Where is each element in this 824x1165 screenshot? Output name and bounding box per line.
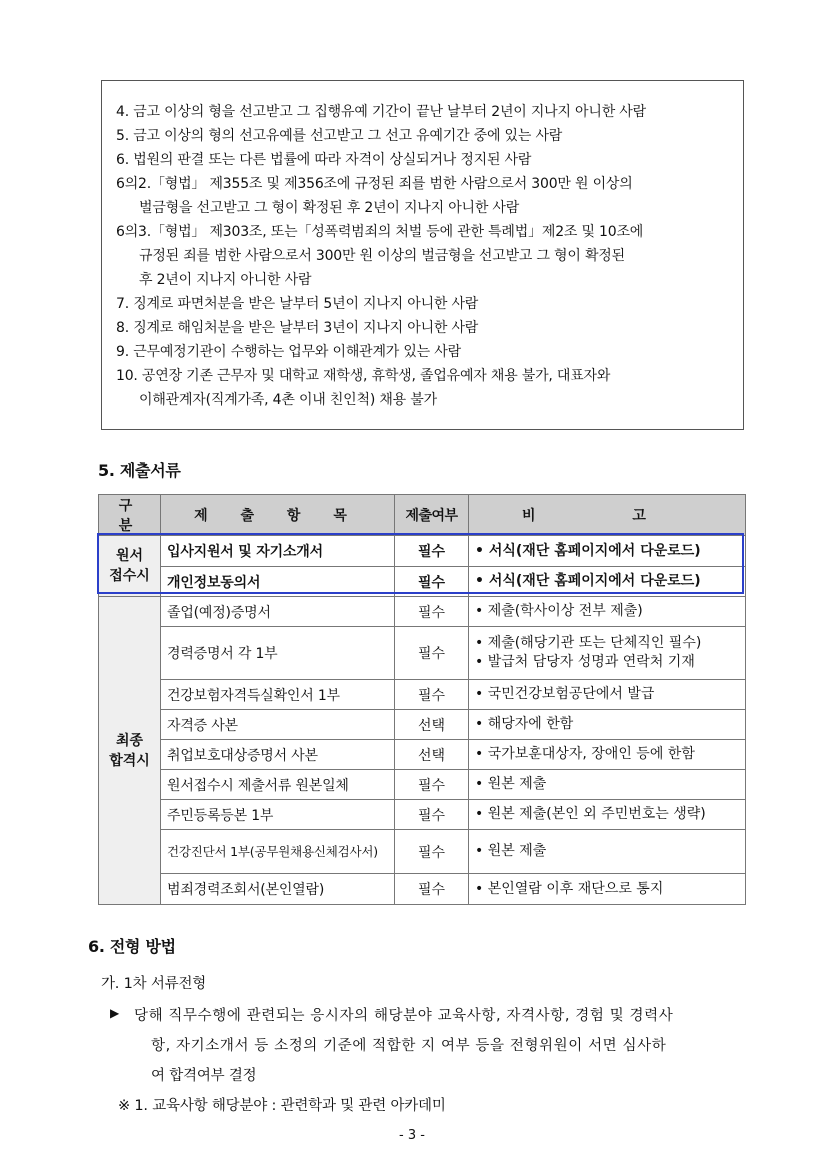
required-cell: 필수 (395, 770, 469, 800)
disqualification-line: 9. 근무예정기관이 수행하는 업무와 이해관계가 있는 사람 (116, 344, 461, 360)
documents-table (98, 494, 746, 905)
table-row (99, 597, 746, 627)
item-cell: 원서접수시 제출서류 원본일체 (161, 770, 395, 800)
disqualification-line: 후 2년이 지나지 아니한 사람 (139, 272, 312, 288)
required-cell: 선택 (395, 740, 469, 770)
disqualification-line: 10. 공연장 기존 근무자 및 대학교 재학생, 휴학생, 졸업유예자 채용 불가, 대표자와 (116, 368, 611, 384)
disqualification-line: 6의3.「형법」 제303조, 또는「성폭력범죄의 처벌 등에 관한 특례법」제2조 및 10조에 (116, 224, 644, 240)
note-text: • 국가보훈대상자, 장애인 등에 한함 (475, 746, 695, 762)
triangle-bullet-icon: ▶ (110, 1006, 120, 1020)
education-note: ※ 1. 교육사항 해당분야 : 관련학과 및 관련 아카데미 (118, 1098, 446, 1114)
item-cell: 경력증명서 각 1부 (161, 627, 395, 680)
table-row (99, 800, 746, 830)
note-text: • 원본 제출 (475, 776, 547, 792)
note-cell (469, 770, 746, 800)
table-row (99, 830, 746, 874)
required-cell: 필수 (395, 830, 469, 874)
disqualification-line: 8. 징계로 해임처분을 받은 날부터 3년이 지나지 아니한 사람 (116, 320, 479, 336)
table-row (99, 627, 746, 680)
required-cell: 필수 (395, 597, 469, 627)
disqualification-box (101, 80, 744, 430)
table-header-row (99, 495, 746, 536)
note-text: • 국민건강보험공단에서 발급 (475, 686, 655, 702)
table-row (99, 710, 746, 740)
required-cell: 선택 (395, 710, 469, 740)
header-note: 비 고 (469, 495, 746, 536)
bullet-line-3: 여 합격여부 결정 (151, 1068, 257, 1084)
item-cell: 입사지원서 및 자기소개서 (161, 536, 395, 567)
table-row (99, 567, 746, 597)
category-cell: 원서 접수시 (99, 536, 161, 597)
note-cell (469, 800, 746, 830)
item-cell: 건강보험자격득실확인서 1부 (161, 680, 395, 710)
note-cell (469, 680, 746, 710)
note-text: • 본인열람 이후 재단으로 통지 (475, 880, 664, 897)
required-cell: 필수 (395, 874, 469, 905)
disqualification-line: 7. 징계로 파면처분을 받은 날부터 5년이 지나지 아니한 사람 (116, 296, 479, 312)
sub-heading-document-screening: 가. 1차 서류전형 (101, 976, 207, 992)
note-text: • 서식(재단 홈페이지에서 다운로드) (475, 573, 701, 589)
header-category: 구 분 (99, 495, 161, 536)
disqualification-line: 규정된 죄를 범한 사람으로서 300만 원 이상의 벌금형을 선고받고 그 형이 확정된 (139, 248, 625, 264)
item-cell: 자격증 사본 (161, 710, 395, 740)
note-cell (469, 874, 746, 905)
note-text: • 제출(학사이상 전부 제출) (475, 603, 643, 619)
note-cell (469, 710, 746, 740)
item-cell: 주민등록등본 1부 (161, 800, 395, 830)
item-cell: 건강진단서 1부(공무원채용신체검사서) (161, 830, 395, 874)
note-cell (469, 830, 746, 874)
disqualification-line: 5. 금고 이상의 형의 선고유예를 선고받고 그 선고 유예기간 중에 있는 사람 (116, 128, 563, 144)
item-cell: 범죄경력조회서(본인열람) (161, 874, 395, 905)
bullet-line-1: 당해 직무수행에 관련되는 응시자의 해당분야 교육사항, 자격사항, 경험 및 경력사 (134, 1008, 674, 1024)
section-6-title: 6. 전형 방법 (88, 937, 176, 956)
table-row (99, 536, 746, 567)
page-number: - 3 - (399, 1128, 425, 1143)
disqualification-line: 6의2.「형법」 제355조 및 제356조에 규정된 죄를 범한 사람으로서 300만 원 이상의 (116, 176, 633, 192)
required-cell: 필수 (395, 680, 469, 710)
disqualification-line: 벌금형을 선고받고 그 형이 확정된 후 2년이 지나지 아니한 사람 (139, 200, 520, 216)
item-cell: 졸업(예정)증명서 (161, 597, 395, 627)
category-cell: 최종 합격시 (99, 597, 161, 905)
table-row (99, 740, 746, 770)
note-text: • 제출(해당기관 또는 단체직인 필수) (475, 635, 702, 651)
section-5-title: 5. 제출서류 (98, 461, 181, 480)
table-row (99, 770, 746, 800)
note-cell (469, 597, 746, 627)
note-text: • 원본 제출 (475, 843, 547, 859)
note-text: • 원본 제출(본인 외 주민번호는 생략) (475, 806, 706, 822)
table-row (99, 874, 746, 905)
note-cell (469, 536, 746, 567)
table-row (99, 680, 746, 710)
disqualification-line: 이해관계자(직계가족, 4촌 이내 친인척) 채용 불가 (139, 392, 437, 408)
note-cell (469, 567, 746, 597)
required-cell: 필수 (395, 800, 469, 830)
disqualification-line: 6. 법원의 판결 또는 다른 법률에 따라 자격이 상실되거나 정지된 사람 (116, 152, 532, 168)
item-cell: 취업보호대상증명서 사본 (161, 740, 395, 770)
required-cell: 필수 (395, 627, 469, 680)
note-cell (469, 627, 746, 680)
header-item: 제 출 항 목 (161, 495, 395, 536)
required-cell: 필수 (395, 567, 469, 597)
required-cell: 필수 (395, 536, 469, 567)
note-cell (469, 740, 746, 770)
note-text: • 해당자에 한함 (475, 716, 574, 732)
note-text: • 발급처 담당자 성명과 연락처 기재 (475, 654, 695, 670)
note-text: • 서식(재단 홈페이지에서 다운로드) (475, 542, 701, 559)
disqualification-line: 4. 금고 이상의 형을 선고받고 그 집행유예 기간이 끝난 날부터 2년이 지나지 아니한 사람 (116, 104, 646, 120)
item-cell: 개인정보동의서 (161, 567, 395, 597)
bullet-line-2: 항, 자기소개서 등 소정의 기준에 적합한 지 여부 등을 전형위원이 서면 심사하 (151, 1038, 667, 1054)
header-required: 제출여부 (395, 495, 469, 536)
